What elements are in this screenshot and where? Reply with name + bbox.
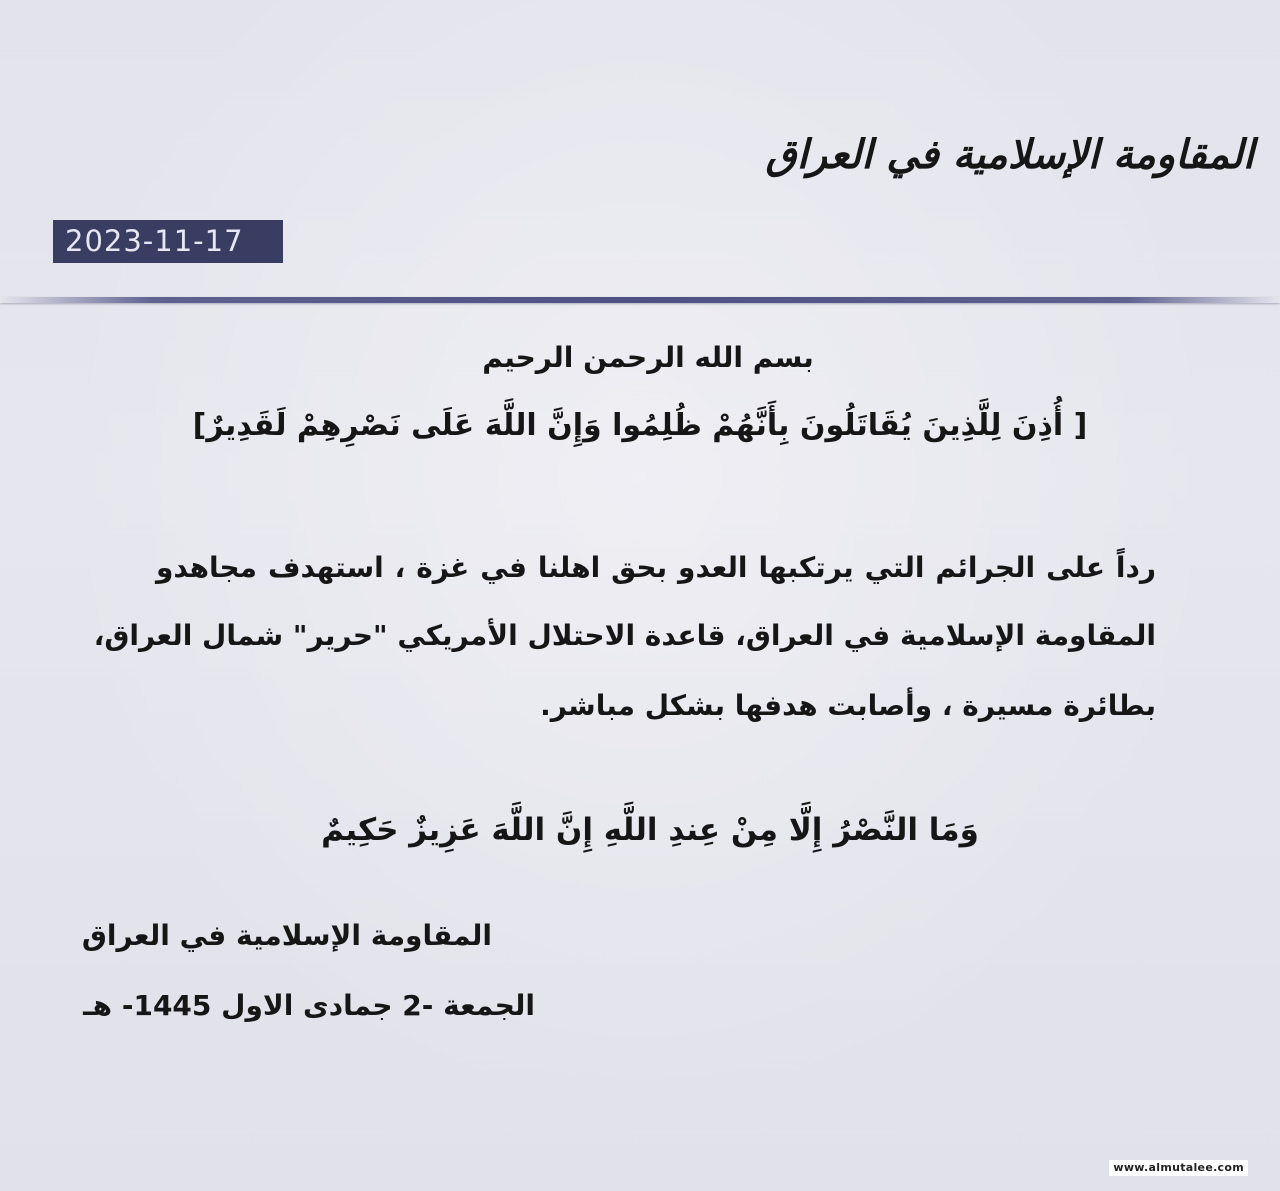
opening-verse: [ أُذِنَ لِلَّذِينَ يُقَاتَلُونَ بِأَنَّهُمْ ظُلِمُوا وَإِنَّ اللَّهَ عَلَى نَصْرِهِمْ لَقَدِيرٌ]	[192, 408, 1088, 443]
source-watermark-link[interactable]: www.almutalee.com	[1109, 1160, 1248, 1176]
statement-body-line-2: المقاومة الإسلامية في العراق، قاعدة الاحتلال الأمريكي "حرير" شمال العراق،	[93, 619, 1156, 652]
organization-logo: المقاومة الإسلامية في العراق	[765, 131, 1254, 178]
statement-body-line-3: بطائرة مسيرة ، وأصابت هدفها بشكل مباشر.	[540, 689, 1156, 722]
basmala: بسم الله الرحمن الرحيم	[482, 341, 814, 374]
signature-organization: المقاومة الإسلامية في العراق	[81, 919, 492, 952]
header-divider	[0, 297, 1280, 303]
signature-date: الجمعة -2 جمادى الاول 1445- هـ	[83, 989, 535, 1022]
date-badge: 2023-11-17	[53, 220, 283, 263]
closing-verse: وَمَا النَّصْرُ إِلَّا مِنْ عِندِ اللَّهِ إِنَّ اللَّهَ عَزِيزٌ حَكِيمٌ	[321, 812, 979, 848]
statement-body-line-1: رداً على الجرائم التي يرتكبها العدو بحق اهلنا في غزة ، استهدف مجاهدو	[156, 551, 1156, 584]
